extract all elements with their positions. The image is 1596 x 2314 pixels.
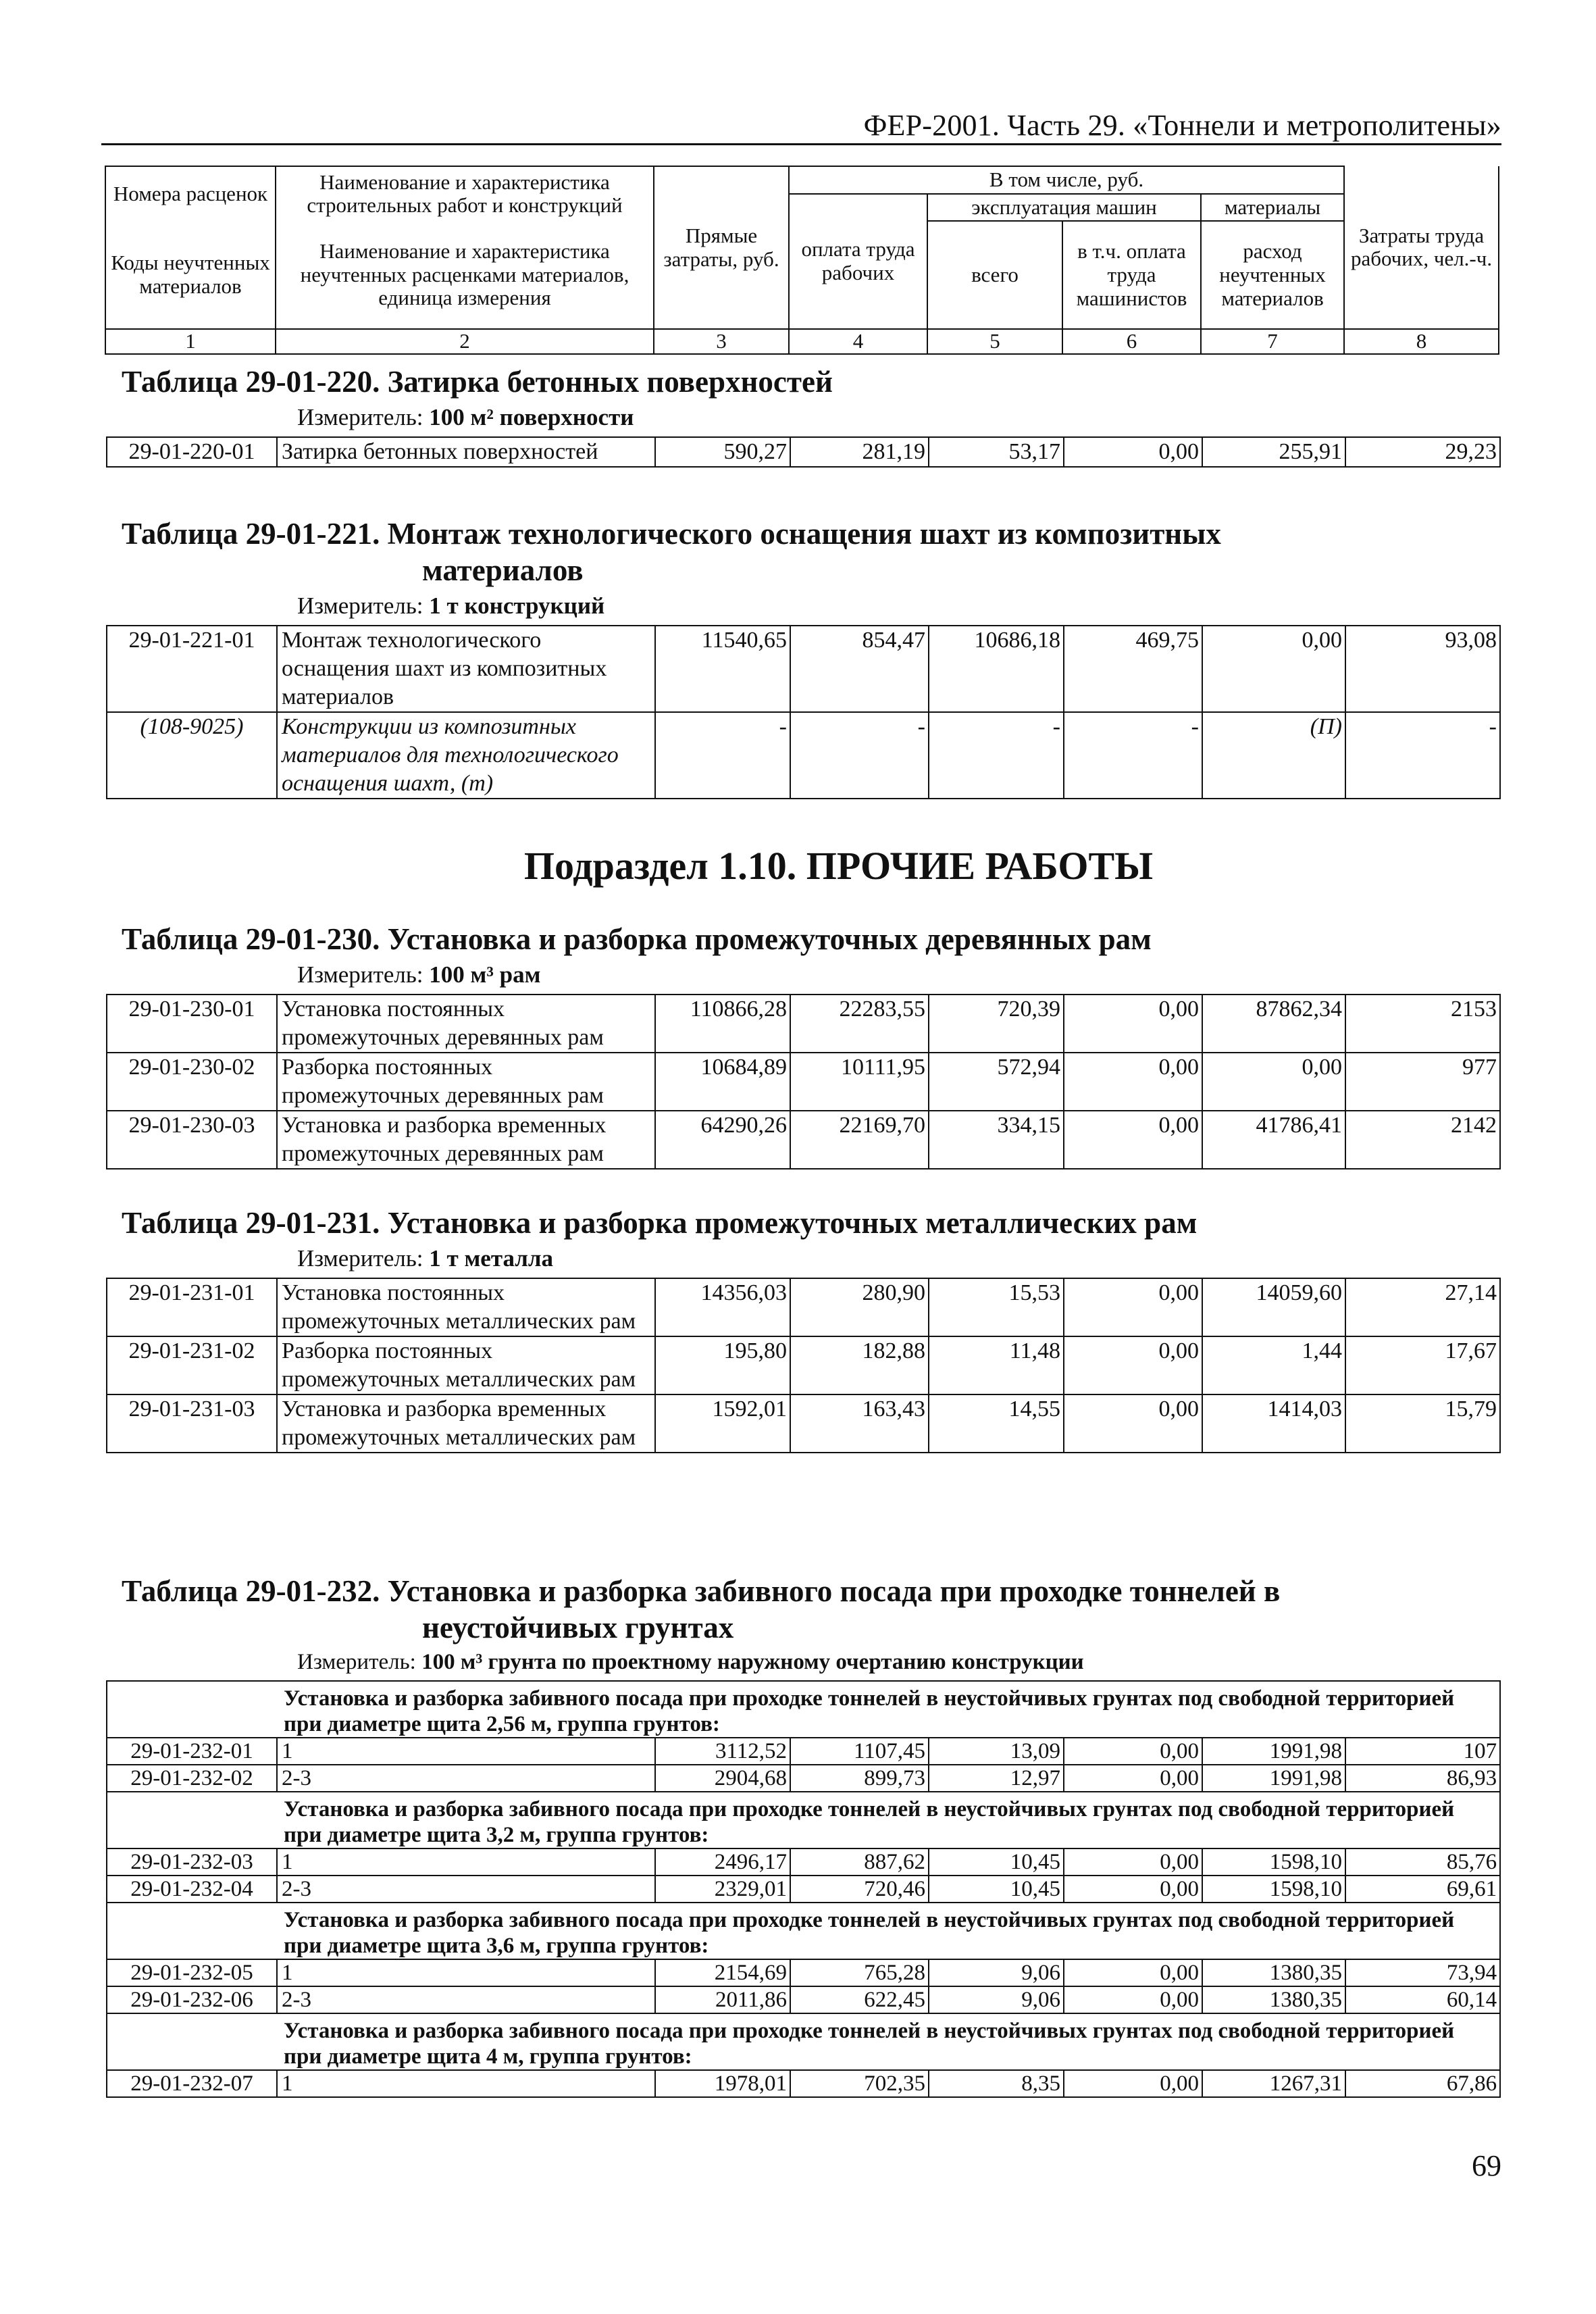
soil-group: 2-3 [277,1986,655,2013]
rate-code: 29-01-231-02 [107,1336,277,1394]
measure-line [105,588,1498,625]
direct-cost: 2011,86 [655,1986,790,2013]
soil-group: 2-3 [277,1876,655,1903]
rows-table-220 [106,436,1501,468]
materials-cost: 1598,10 [1202,1848,1345,1876]
machines-total: 9,06 [929,1959,1064,1986]
table-row [107,712,1500,799]
measure-value: 1 т конструкций [429,593,605,619]
header-col2-bottom: Наименование и характеристика неучтенных расценками материалов, единица измерения [276,221,654,329]
material-name: Конструкции из композитных материалов для технологического оснащения шахт, (т) [277,712,655,799]
measure-label: Измеритель: [297,1650,422,1674]
table-title-line2: материалов [422,553,584,587]
header-col1-bottom: Коды неучтенных материалов [105,221,276,329]
work-name: Разборка постоянных промежуточных металлических рам [277,1336,655,1394]
materials-cost: 14059,60 [1202,1278,1345,1336]
direct-cost: 64290,26 [655,1111,790,1169]
table-row [107,2070,1500,2097]
table-row [107,1876,1500,1903]
rate-code: 29-01-221-01 [107,626,277,712]
direct-cost: 10684,89 [655,1053,790,1111]
labor-hours: 27,14 [1345,1278,1500,1336]
measure-value: 100 м³ грунта по проектному наружному очертанию конструкции [421,1650,1084,1674]
measure-line [105,957,1498,994]
direct-cost: - [655,712,790,799]
machines-total: 10,45 [929,1876,1064,1903]
machines-total: 334,15 [929,1111,1064,1169]
group-header-row [107,1792,1500,1848]
table-title: Таблица 29-01-231. Установка и разборка промежуточных металлических рам [122,1206,1198,1240]
header-number: 6 [1062,329,1201,354]
running-head: ФЕР-2001. Часть 29. «Тоннели и метрополитены» [863,109,1501,142]
machines-total: 8,35 [929,2070,1064,2097]
group-header-row [107,1903,1500,1959]
machines-total: 10,45 [929,1848,1064,1876]
materials-cost: 41786,41 [1202,1111,1345,1169]
table-title-line1: Таблица 29-01-232. Установка и разборка забивного посада при проходке тоннелей в [122,1574,1281,1608]
rate-code: 29-01-232-02 [107,1765,277,1792]
rate-code: 29-01-231-03 [107,1394,277,1453]
table-row [107,1738,1500,1765]
table-row [107,1278,1500,1336]
measure-label: Измеритель: [297,1245,430,1272]
labor-pay: 280,90 [790,1278,929,1336]
rate-code: 29-01-232-03 [107,1848,277,1876]
header-machines: эксплуатация машин [927,194,1201,222]
direct-cost: 1978,01 [655,2070,790,2097]
rate-code: 29-01-230-01 [107,995,277,1053]
table-row [107,1959,1500,1986]
soil-group: 2-3 [277,1765,655,1792]
labor-hours: 2153 [1345,995,1500,1053]
table-row [107,1765,1500,1792]
header-number: 2 [276,329,654,354]
machines-total: 10686,18 [929,626,1064,712]
work-name: Установка и разборка временных промежуточных деревянных рам [277,1111,655,1169]
machinists-pay: 0,00 [1064,1111,1202,1169]
soil-group: 1 [277,1848,655,1876]
measure-label: Измеритель: [297,404,430,430]
machines-total: 11,48 [929,1336,1064,1394]
direct-cost: 14356,03 [655,1278,790,1336]
measure-value: 100 м² поверхности [429,404,634,430]
direct-cost: 3112,52 [655,1738,790,1765]
rows-table-221 [106,625,1501,799]
table-row [107,1986,1500,2013]
direct-cost: 2496,17 [655,1848,790,1876]
machinists-pay: 0,00 [1064,1959,1202,1986]
machines-total: 14,55 [929,1394,1064,1453]
group-header: Установка и разборка забивного посада при проходке тоннелей в неустойчивых грунтах под свободной территорией при диаметре щита 3,2 м, группа грунтов: [277,1792,1500,1848]
materials-cost: 1380,35 [1202,1986,1345,2013]
work-name: Установка постоянных промежуточных деревянных рам [277,995,655,1053]
measure-line [105,1646,1498,1680]
labor-pay: 10111,95 [790,1053,929,1111]
group-header: Установка и разборка забивного посада при проходке тоннелей в неустойчивых грунтах под свободной территорией при диаметре щита 4 м, группа грунтов: [277,2013,1500,2070]
header-rule [101,143,1501,145]
machines-total: 572,94 [929,1053,1064,1111]
machines-total: 15,53 [929,1278,1064,1336]
rows-table-230 [106,994,1501,1169]
materials-cost: 1414,03 [1202,1394,1345,1453]
table-row [107,995,1500,1053]
labor-pay: 720,46 [790,1876,929,1903]
rate-code: 29-01-230-02 [107,1053,277,1111]
table-row [107,1111,1500,1169]
labor-hours: 15,79 [1345,1394,1500,1453]
machinists-pay: 0,00 [1064,1986,1202,2013]
rate-code: 29-01-231-01 [107,1278,277,1336]
table-row [107,437,1500,467]
machinists-pay: 0,00 [1064,1876,1202,1903]
measure-line [105,400,1498,436]
machinists-pay: 0,00 [1064,1765,1202,1792]
labor-hours: 977 [1345,1053,1500,1111]
work-name: Монтаж технологического оснащения шахт из композитных материалов [277,626,655,712]
rate-code: 29-01-230-03 [107,1111,277,1169]
table-title-line2: неустойчивых грунтах [422,1611,734,1644]
machines-total: 12,97 [929,1765,1064,1792]
header-col8: Затраты труда рабочих, чел.-ч. [1344,166,1499,329]
materials-cost: 1991,98 [1202,1738,1345,1765]
work-name: Разборка постоянных промежуточных деревянных рам [277,1053,655,1111]
machinists-pay: - [1064,712,1202,799]
group-header-row [107,2013,1500,2070]
materials-cost: 255,91 [1202,437,1345,467]
labor-hours: 85,76 [1345,1848,1500,1876]
labor-pay: 887,62 [790,1848,929,1876]
materials-cost: (П) [1202,712,1345,799]
materials-cost: 1380,35 [1202,1959,1345,1986]
materials-cost: 1991,98 [1202,1765,1345,1792]
labor-pay: - [790,712,929,799]
table-row [107,1053,1500,1111]
work-name: Затирка бетонных поверхностей [277,437,655,467]
labor-pay: 22169,70 [790,1111,929,1169]
material-code: (108-9025) [107,712,277,799]
direct-cost: 590,27 [655,437,790,467]
machines-total: 53,17 [929,437,1064,467]
measure-value: 100 м³ рам [429,961,541,988]
direct-cost: 1592,01 [655,1394,790,1453]
rate-code: 29-01-232-06 [107,1986,277,2013]
column-header-table [105,166,1499,355]
table-row [107,1336,1500,1394]
header-col1-top: Номера расценок [105,166,276,221]
labor-hours: 69,61 [1345,1876,1500,1903]
header-number: 1 [105,329,276,354]
labor-pay: 854,47 [790,626,929,712]
group-header-row [107,1681,1500,1738]
table-title-line1: Таблица 29-01-221. Монтаж технологического оснащения шахт из композитных [122,517,1221,551]
direct-cost: 11540,65 [655,626,790,712]
group-header: Установка и разборка забивного посада при проходке тоннелей в неустойчивых грунтах под свободной территорией при диаметре щита 2,56 м, группа грунтов: [277,1681,1500,1738]
header-number: 4 [789,329,927,354]
table-29-01-230 [105,909,1498,1169]
labor-hours: 67,86 [1345,2070,1500,2097]
direct-cost: 110866,28 [655,995,790,1053]
measure-label: Измеритель: [297,961,430,988]
labor-pay: 281,19 [790,437,929,467]
table-row [107,626,1500,712]
labor-pay: 22283,55 [790,995,929,1053]
machinists-pay: 0,00 [1064,1336,1202,1394]
rate-code: 29-01-232-07 [107,2070,277,2097]
header-number: 8 [1344,329,1499,354]
subsection-title: Подраздел 1.10. ПРОЧИЕ РАБОТЫ [523,844,1154,888]
measure-value: 1 т металла [429,1245,554,1272]
soil-group: 1 [277,1738,655,1765]
direct-cost: 195,80 [655,1336,790,1394]
page-number: 69 [1472,2149,1501,2182]
header-col7: расход неучтенных материалов [1201,221,1344,329]
labor-pay: 182,88 [790,1336,929,1394]
table-29-01-231 [105,1192,1498,1453]
materials-cost: 1,44 [1202,1336,1345,1394]
group-header: Установка и разборка забивного посада при проходке тоннелей в неустойчивых грунтах под свободной территорией при диаметре щита 3,6 м, группа грунтов: [277,1903,1500,1959]
table-29-01-232 [105,1561,1498,2098]
materials-cost: 87862,34 [1202,995,1345,1053]
materials-cost: 0,00 [1202,1053,1345,1111]
labor-pay: 702,35 [790,2070,929,2097]
rate-code: 29-01-232-04 [107,1876,277,1903]
machinists-pay: 0,00 [1064,437,1202,467]
materials-cost: 1267,31 [1202,2070,1345,2097]
soil-group: 1 [277,1959,655,1986]
table-title [105,503,1498,588]
machinists-pay: 0,00 [1064,1738,1202,1765]
machinists-pay: 0,00 [1064,1394,1202,1453]
work-name: Установка постоянных промежуточных металлических рам [277,1278,655,1336]
machines-total: 720,39 [929,995,1064,1053]
rows-table-231 [106,1278,1501,1453]
table-title [105,1561,1498,1646]
header-materials: материалы [1201,194,1344,222]
header-number: 3 [654,329,789,354]
rows-table-232 [106,1680,1501,2098]
machinists-pay: 0,00 [1064,1053,1202,1111]
labor-hours: 2142 [1345,1111,1500,1169]
table-row [107,1848,1500,1876]
header-group-label: В том числе, руб. [789,166,1344,194]
header-number: 7 [1201,329,1344,354]
soil-group: 1 [277,2070,655,2097]
labor-hours: 107 [1345,1738,1500,1765]
labor-hours: 93,08 [1345,626,1500,712]
direct-cost: 2904,68 [655,1765,790,1792]
machinists-pay: 0,00 [1064,995,1202,1053]
labor-hours: 29,23 [1345,437,1500,467]
materials-cost: 1598,10 [1202,1876,1345,1903]
labor-hours: 86,93 [1345,1765,1500,1792]
labor-hours: 17,67 [1345,1336,1500,1394]
work-name: Установка и разборка временных промежуточных металлических рам [277,1394,655,1453]
machines-total: - [929,712,1064,799]
table-row [107,1394,1500,1453]
rate-code: 29-01-232-01 [107,1738,277,1765]
table-title: Таблица 29-01-230. Установка и разборка промежуточных деревянных рам [122,922,1152,956]
header-col4: оплата труда рабочих [789,194,927,330]
labor-hours: 60,14 [1345,1986,1500,2013]
rate-code: 29-01-220-01 [107,437,277,467]
machinists-pay: 469,75 [1064,626,1202,712]
materials-cost: 0,00 [1202,626,1345,712]
machines-total: 13,09 [929,1738,1064,1765]
table-29-01-221 [105,503,1498,799]
measure-label: Измеритель: [297,593,430,619]
measure-line [105,1241,1498,1278]
table-title: Таблица 29-01-220. Затирка бетонных поверхностей [122,365,833,399]
header-col6: в т.ч. оплата труда машинистов [1062,221,1201,329]
labor-pay: 163,43 [790,1394,929,1453]
labor-pay: 765,28 [790,1959,929,1986]
labor-pay: 622,45 [790,1986,929,2013]
header-col5: всего [927,221,1062,329]
machinists-pay: 0,00 [1064,2070,1202,2097]
machinists-pay: 0,00 [1064,1278,1202,1336]
direct-cost: 2329,01 [655,1876,790,1903]
header-number: 5 [927,329,1062,354]
labor-hours: - [1345,712,1500,799]
header-col2-top: Наименование и характеристика строительных работ и конструкций [276,166,654,221]
header-col3: Прямые затраты, руб. [654,166,789,329]
table-29-01-220 [105,351,1498,468]
rate-code: 29-01-232-05 [107,1959,277,1986]
machines-total: 9,06 [929,1986,1064,2013]
labor-pay: 1107,45 [790,1738,929,1765]
direct-cost: 2154,69 [655,1959,790,1986]
labor-pay: 899,73 [790,1765,929,1792]
labor-hours: 73,94 [1345,1959,1500,1986]
machinists-pay: 0,00 [1064,1848,1202,1876]
